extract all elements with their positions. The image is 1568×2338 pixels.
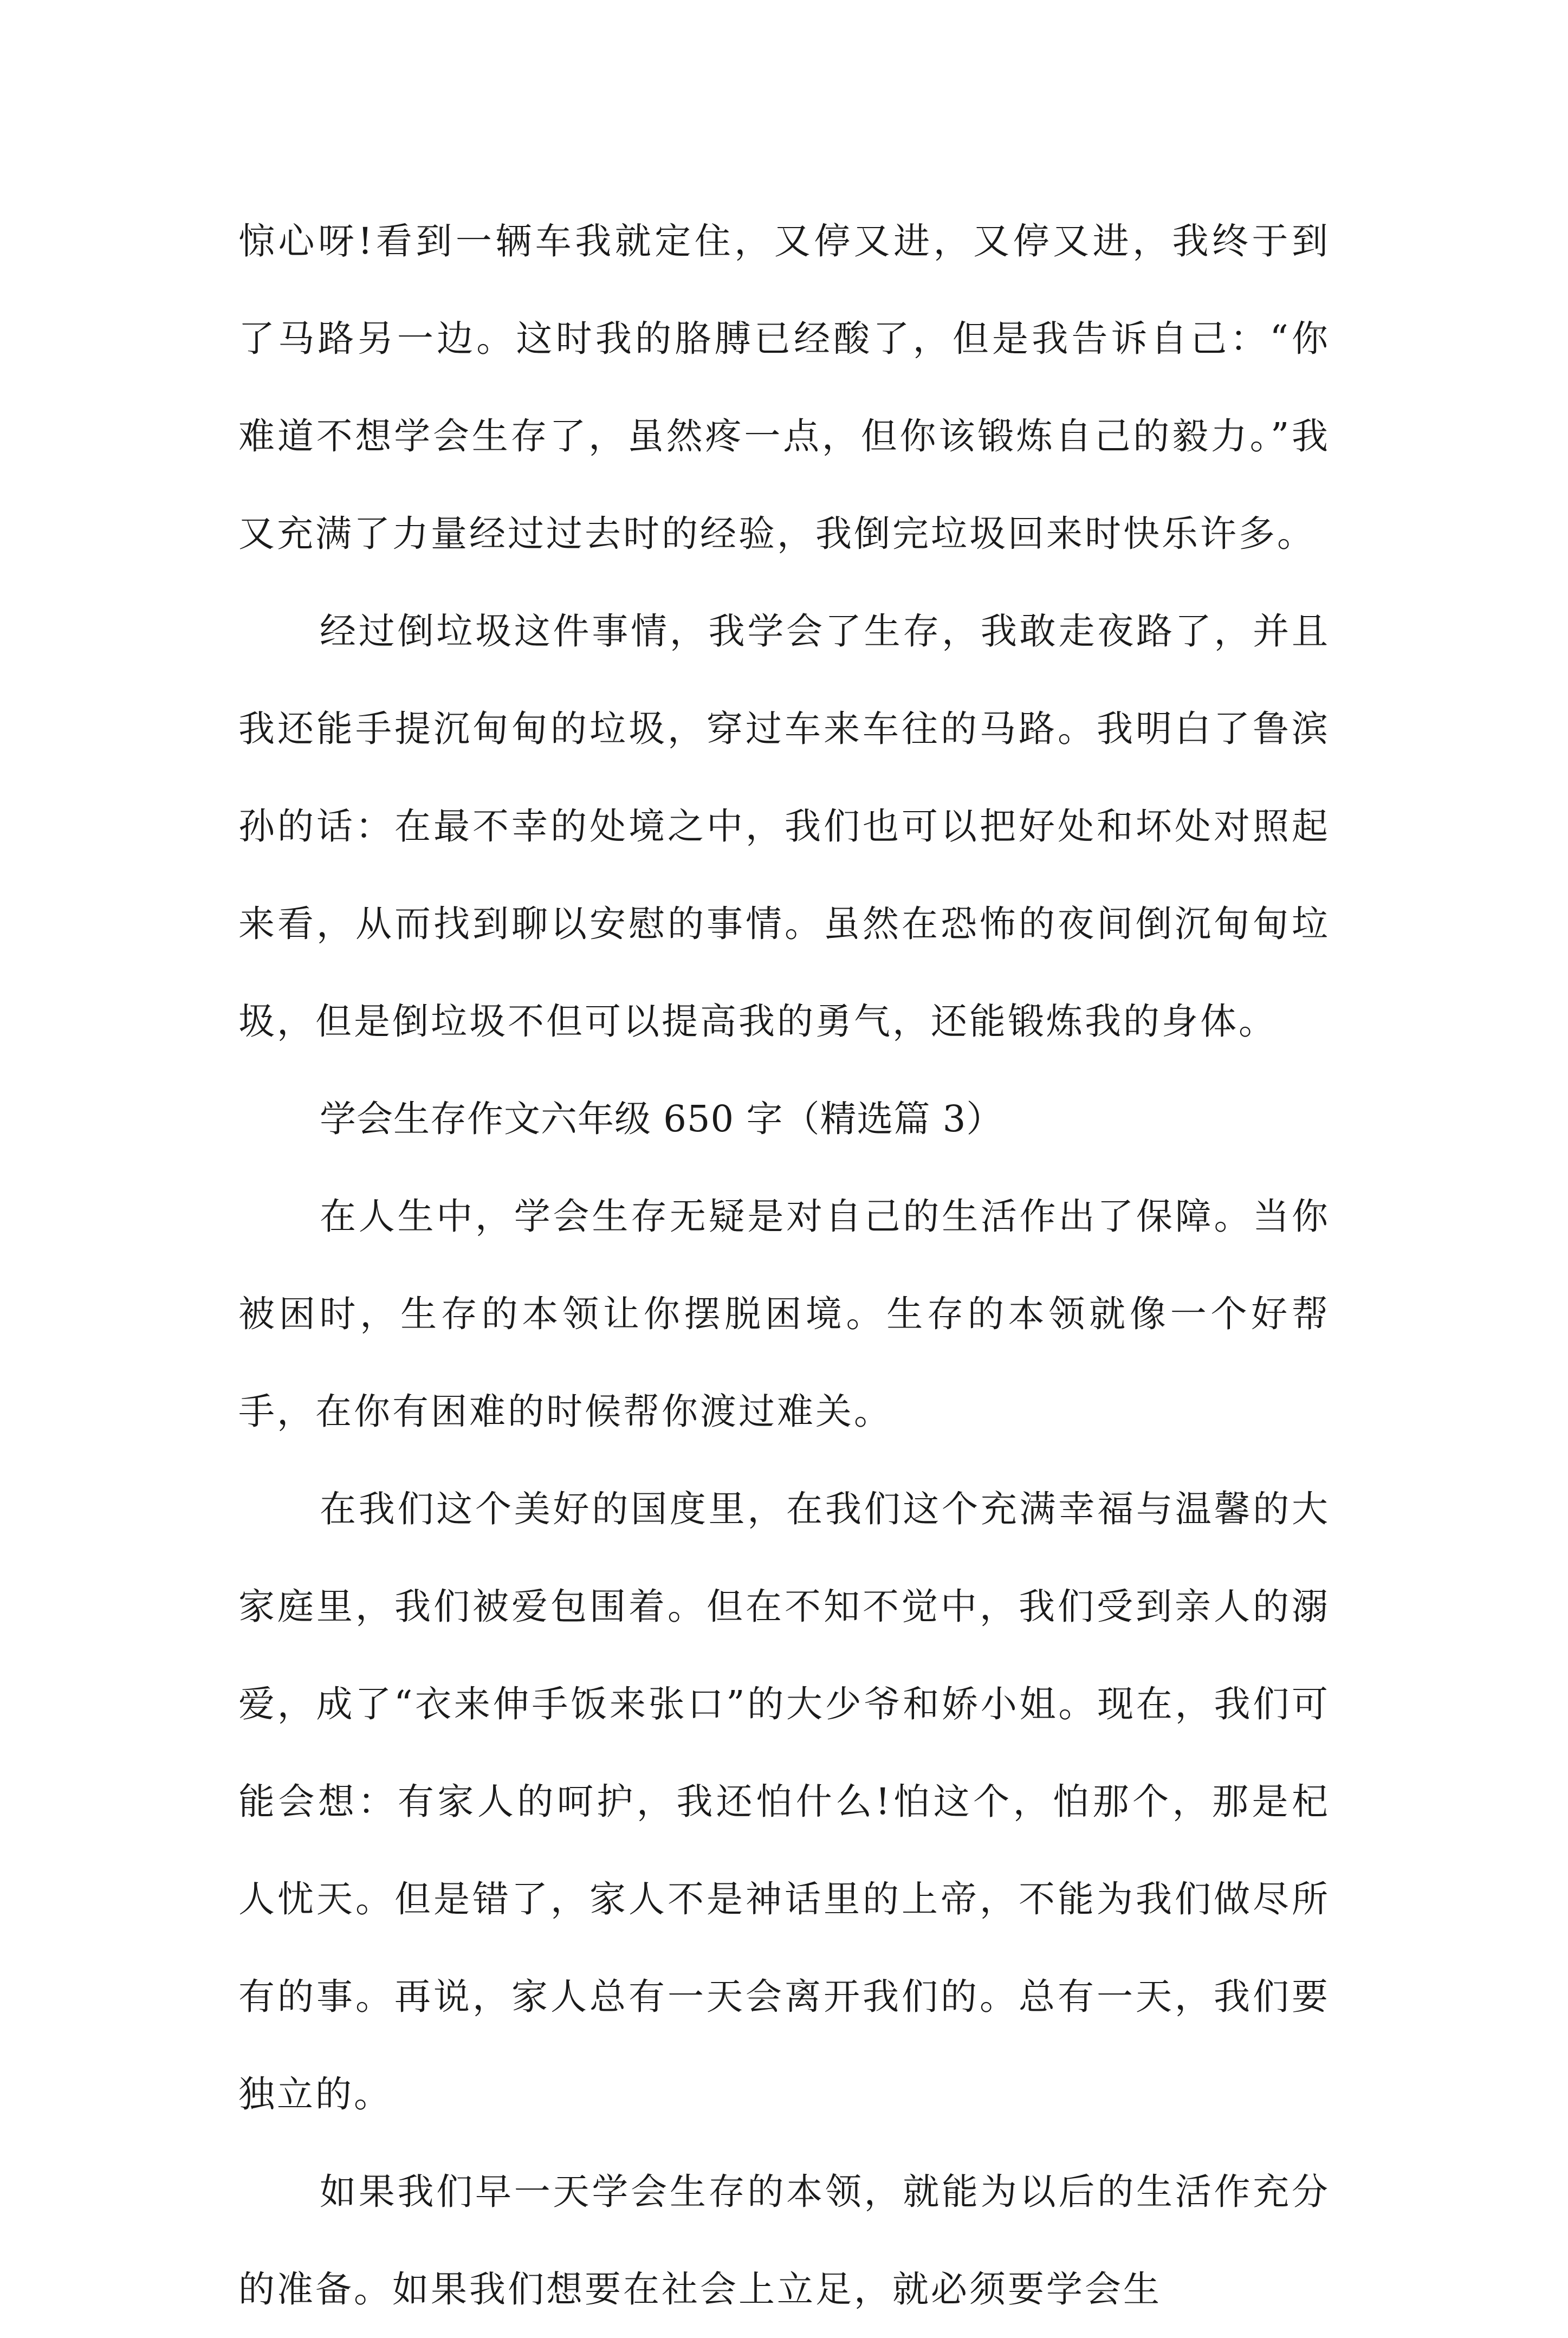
paragraph-intro: 在人生中，学会生存无疑是对自己的生活作出了保障。当你被困时，生存的本领让你摆脱困境。生存的本领就像一个好帮手，在你有困难的时候帮你渡过难关。 xyxy=(238,1195,1330,1433)
paragraph-reflection: 经过倒垃圾这件事情，我学会了生存，我敢走夜路了，并且我还能手提沉甸甸的垃圾，穿过车来车往的马路。我明白了鲁滨孙的话：在最不幸的处境之中，我们也可以把好处和坏处对照起来看，从而找到聊以安慰的事情。虽然在恐怖的夜间倒沉甸甸垃圾，但是倒垃圾不但可以提高我的勇气，还能锻炼我的身体。 xyxy=(238,610,1330,1042)
document-body xyxy=(238,192,1330,2338)
paragraph-family: 在我们这个美好的国度里，在我们这个充满幸福与温馨的大家庭里，我们被爱包围着。但在不知不觉中，我们受到亲人的溺爱，成了“衣来伸手饭来张口”的大少爷和娇小姐。现在，我们可能会想：有家人的呵护，我还怕什么!怕这个，怕那个，那是杞人忧天。但是错了，家人不是神话里的上帝，不能为我们做尽所有的事。再说，家人总有一天会离开我们的。总有一天，我们要独立的。 xyxy=(238,1488,1330,2115)
section-heading: 学会生存作文六年级 650 字（精选篇 3） xyxy=(320,1098,1003,1140)
paragraph-continuation: 惊心呀!看到一辆车我就定住，又停又进，又停又进，我终于到了马路另一边。这时我的胳膊已经酸了，但是我告诉自己：“你难道不想学会生存了，虽然疼一点，但你该锻炼自己的毅力。”我又充满了力量经过过去时的经验，我倒完垃圾回来时快乐许多。 xyxy=(238,220,1330,555)
paragraph-conclusion: 如果我们早一天学会生存的本领，就能为以后的生活作充分的准备。如果我们想要在社会上立足，就必须要学会生 xyxy=(238,2171,1330,2310)
